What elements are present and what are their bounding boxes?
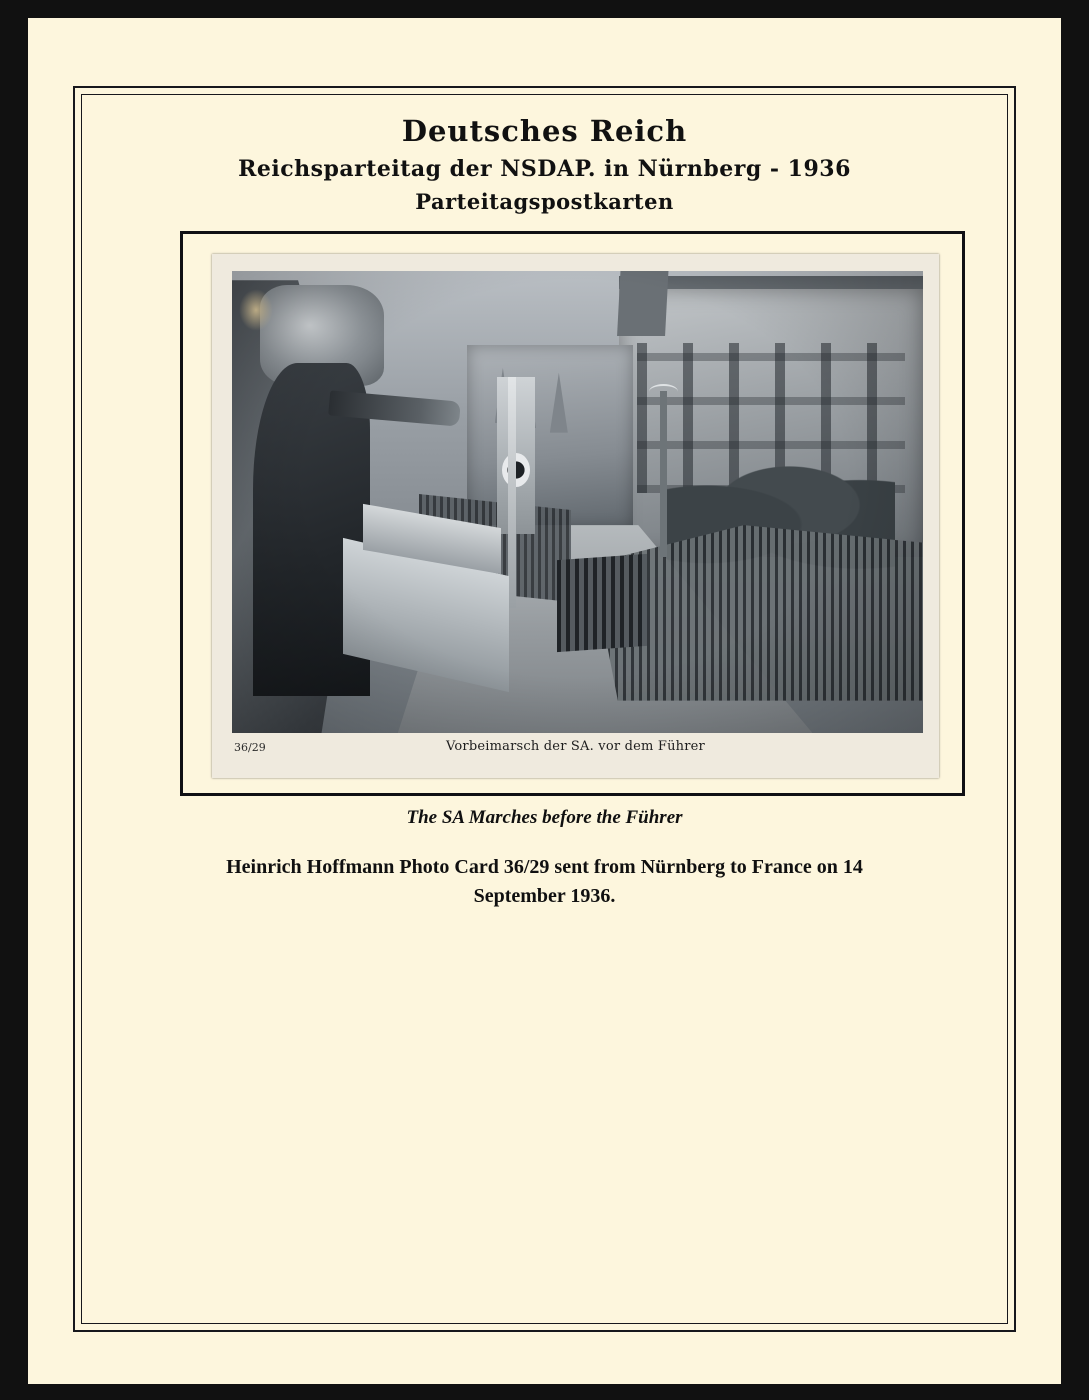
- title-line-event: Reichsparteitag der NSDAP. in Nürnberg - 1936: [238, 155, 851, 182]
- album-sheet: [28, 18, 1061, 1384]
- title-line-country: Deutsches Reich: [401, 114, 688, 148]
- page-title: [108, 116, 981, 213]
- postcard-mount: [180, 231, 965, 796]
- caption-description: Heinrich Hoffmann Photo Card 36/29 sent from Nürnberg to France on 14 September 1936.: [226, 856, 863, 907]
- postcard-german-caption: Vorbeimarsch der SA. vor dem Führer: [446, 739, 705, 754]
- postcard-series-code: 36/29: [234, 741, 266, 754]
- title-line-subject: Parteitagspostkarten: [415, 189, 674, 215]
- postcard-photograph: [232, 271, 923, 733]
- caption-translation: The SA Marches before the Führer: [406, 807, 683, 828]
- postcard: [212, 254, 939, 778]
- photo-vignette: [232, 271, 923, 733]
